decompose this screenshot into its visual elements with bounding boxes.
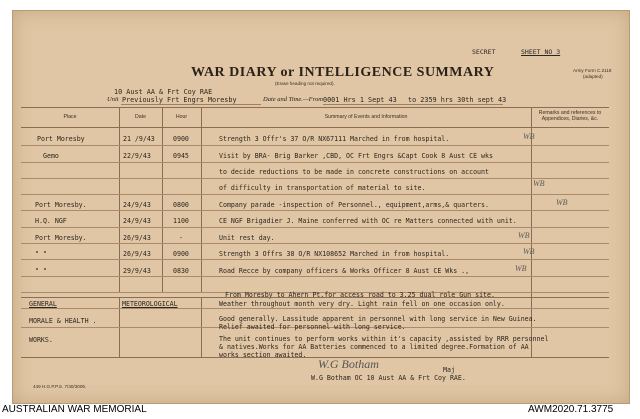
entry-hour: -: [179, 234, 183, 242]
entry-text: Strength 3 Offr's 37 O/R NX67111 Marched in from hospital.: [219, 135, 450, 143]
row-rule: [21, 227, 609, 228]
army-form-number: Army Form C.2118: [573, 68, 612, 73]
footer-institution: AUSTRALIAN WAR MEMORIAL: [2, 404, 147, 415]
works-text-line2: & natives.Works for AA Batteries commenced to a limited degree.Formation of AA: [219, 343, 529, 351]
document-title: WAR DIARY or INTELLIGENCE SUMMARY: [191, 65, 495, 80]
header-bottom-border: [21, 127, 609, 128]
entry-initials: WB: [533, 179, 545, 188]
entry-text: Visit by BRA- Brig Barker ,CBD, OC Frt Engrs &Capt Cook 8 Aust CE wks: [219, 152, 493, 160]
entry-hour: 0900: [173, 135, 189, 143]
printer-imprint: 449 H.G.P.P.S. 7/40/3006.: [33, 384, 87, 389]
entry-text: Company parade -inspection of Personnel., equipment,arms,& quarters.: [219, 201, 489, 209]
hour-summary-divider: [201, 107, 202, 293]
entry-place: H.Q. NGF: [35, 217, 67, 225]
entry-date: 29/9/43: [123, 267, 151, 275]
column-header-hour: Hour: [175, 114, 188, 120]
entry-initials: WB: [523, 132, 535, 141]
entry-text: Unit rest day.: [219, 234, 275, 242]
entry-place: Gemo: [43, 152, 59, 160]
entry-initials: WB: [523, 247, 535, 256]
column-header-summary: Summary of Events and Information: [324, 114, 408, 120]
date-from: 0001 Hrs 1 Sept 43: [323, 96, 397, 104]
row-rule: [21, 259, 609, 260]
entry-initials: WB: [518, 231, 530, 240]
footer-accession-number: AWM2020.71.3775: [528, 404, 614, 415]
entry-text: to decide reductions to be made in concrete constructions on account: [219, 168, 489, 176]
handwritten-signature: W.G Botham: [318, 357, 379, 371]
entry-place: Port Moresby.: [35, 201, 87, 209]
row-rule: [21, 162, 609, 163]
entry-hour: 1100: [173, 217, 189, 225]
entry-date: 22/9/43: [123, 152, 151, 160]
date-label: Date and Time.—From: [263, 96, 323, 103]
unit-underline: [121, 104, 261, 105]
meteorological-label: METEOROLOGICAL: [122, 300, 178, 308]
entry-text: Road Recce by company officers & Works Officer 8 Aust CE Wks .,: [219, 267, 470, 275]
date-hour-divider: [162, 107, 163, 293]
row-rule: [21, 210, 609, 211]
column-header-date: Date: [135, 114, 146, 120]
row-rule: [21, 243, 609, 244]
secret-label: SECRET: [472, 48, 496, 56]
entry-date: 24/9/43: [123, 201, 151, 209]
entry-place: Port Moresby: [37, 135, 85, 143]
weather-text: Weather throughout month very dry. Light rain fell on one occasion only.: [219, 300, 505, 308]
date-to: to 2359 hrs 30th sept 43: [408, 96, 507, 104]
row-rule: [21, 194, 609, 195]
entry-place: " ": [35, 267, 47, 275]
entry-hour: 0900: [173, 250, 189, 258]
entry-date: 24/9/43: [123, 217, 151, 225]
row-rule: [21, 145, 609, 146]
entry-initials: WB: [556, 198, 568, 207]
entry-date: 21 /9/43: [123, 135, 155, 143]
entry-text: of difficulty in transportation of material to site.: [219, 184, 426, 192]
entry-hour: 0800: [173, 201, 189, 209]
entry-initials: WB: [515, 264, 527, 273]
general-label: GENERAL: [29, 300, 57, 308]
general-bottom-rule: [21, 357, 609, 358]
unit-label: Unit: [107, 96, 119, 103]
morale-text-line2: Relief awaited for personnel with long service.: [219, 323, 406, 331]
signature-line: W.G Botham OC 10 Aust AA & Frt Coy RAE.: [311, 374, 466, 382]
row-rule: [21, 276, 609, 277]
entry-place: " ": [35, 250, 47, 258]
table-top-border: [21, 107, 609, 108]
war-diary-sheet: [12, 10, 630, 404]
army-form-adapted: (adapted): [583, 74, 603, 79]
erase-note: (Erase heading not required).: [275, 81, 335, 86]
morale-text-line1: Good generally. Lassitude apparent in personnel with long service in New Guinea.: [219, 315, 537, 323]
column-header-place: Place: [63, 114, 77, 120]
row-rule: [21, 178, 609, 179]
works-label: WORKS.: [29, 336, 53, 344]
entry-text: Strength 3 Offrs 38 O/R NX108652 Marched in from hospital.: [219, 250, 450, 258]
morale-health-label: MORALE & HEALTH .: [29, 317, 97, 325]
unit-name: 10 Aust AA & Frt Coy RAE: [114, 88, 213, 96]
entry-date: 26/9/43: [123, 250, 151, 258]
general-rule: [21, 308, 609, 309]
unit-previous-name: Previously Frt Engrs Moresby: [122, 96, 237, 104]
works-text-line3: works section awaited.: [219, 351, 307, 359]
entry-date: 26/9/43: [123, 234, 151, 242]
date-underline: [323, 104, 503, 105]
entry-text: From Moresby to Ahern Pt.for access road to 3.25 dual role Gun site.: [225, 291, 495, 299]
entry-place: Port Moresby.: [35, 234, 87, 242]
entry-hour: 0945: [173, 152, 189, 160]
signature-rank: Maj: [443, 366, 455, 374]
sheet-number: SHEET NO 3: [521, 48, 561, 56]
place-date-divider: [119, 107, 120, 293]
works-text-line1: The unit continues to perform works within it's capacity ,assisted by RRR personnel: [219, 335, 549, 343]
entry-text: CE NGF Brigadier J. Maine conferred with OC re Matters connected with unit.: [219, 217, 517, 225]
entry-hour: 0830: [173, 267, 189, 275]
column-header-remarks: Remarks and references to Appendices, Diaries, &c.: [538, 110, 602, 122]
